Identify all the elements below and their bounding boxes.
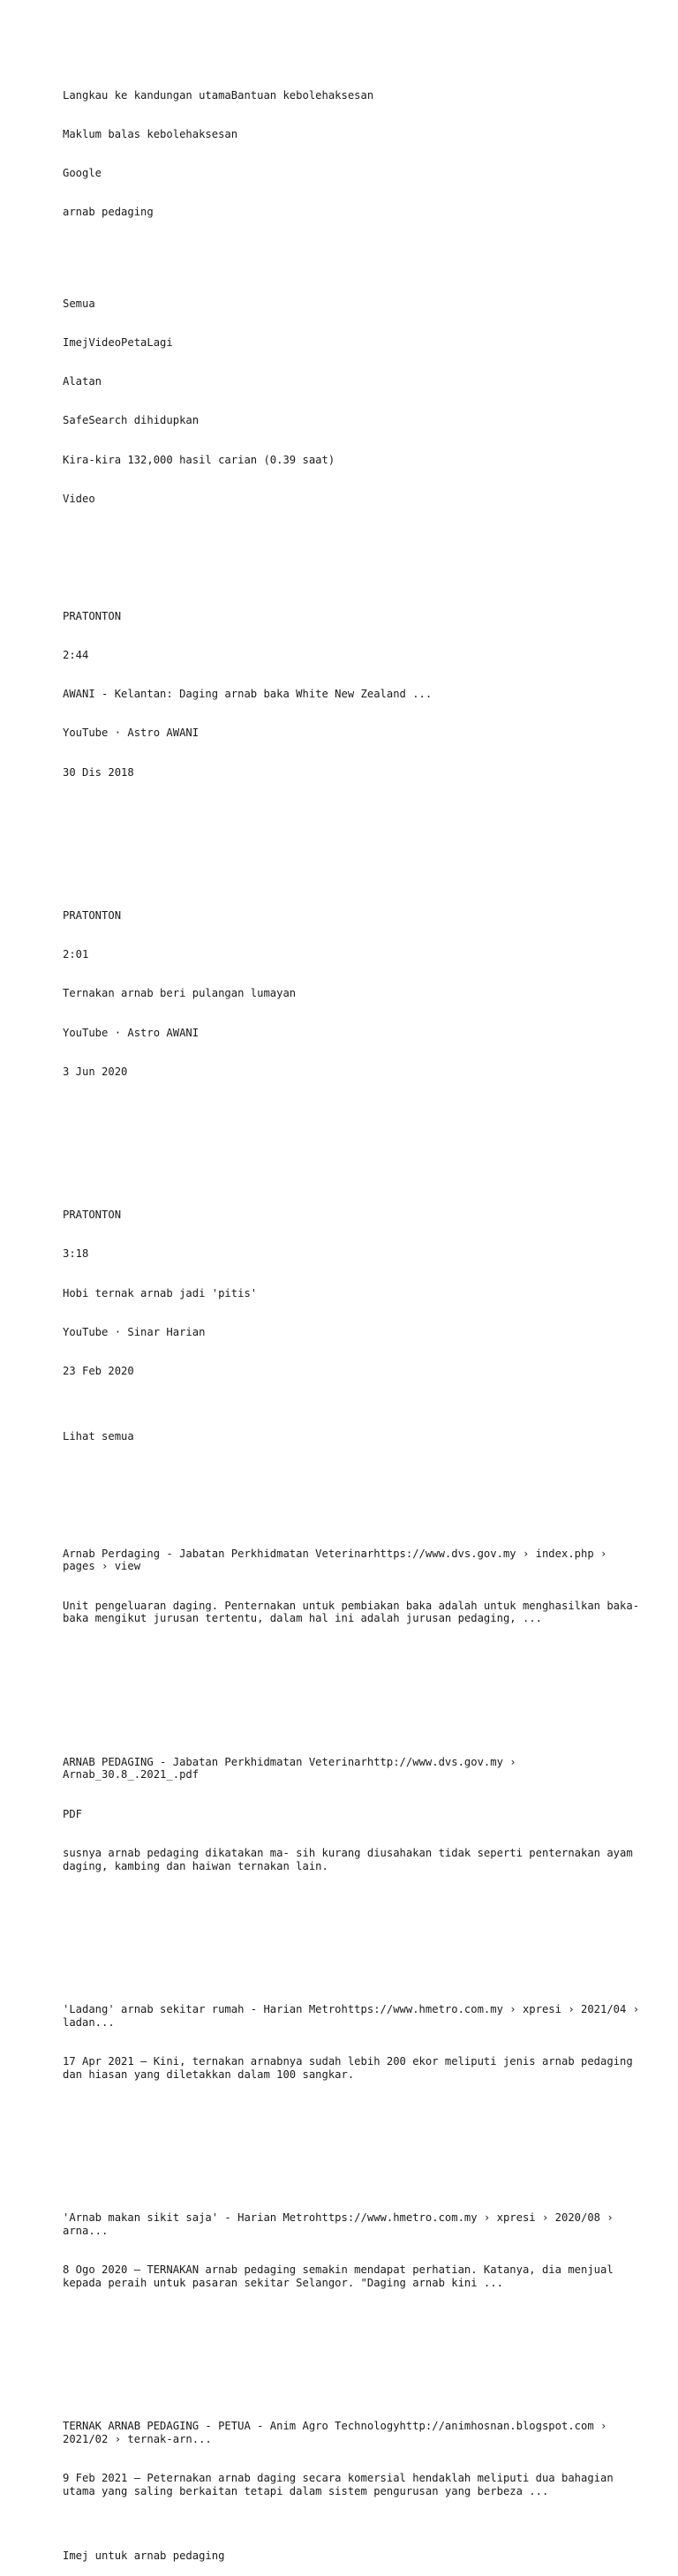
video-date: 23 Feb 2020 [63,1365,134,1377]
result-snippet: 9 Feb 2021 — Peternakan arnab daging secara komersial hendaklah meliputi dua bahagian utama yang saling berkaitan tetapi dalam sistem pengurusan yang berbeza ... [63,2471,621,2497]
video-preview-label: PRATONTON [63,609,122,622]
see-all-videos-link[interactable]: Lihat semua [63,1429,134,1442]
spacer [63,2341,645,2354]
spacer [63,1677,645,1691]
search-result [63,1977,645,2107]
video-source: YouTube · Sinar Harian [63,1325,206,1338]
spacer [63,531,645,545]
video-date: 30 Dis 2018 [63,765,134,779]
result-snippet: Unit pengeluaran daging. Penternakan untuk pembiakan baka adalah untuk menghasilkan baka-baka mengikut jurusan tertentu, dalam hal ini adalah jurusan pedaging, ... [63,1599,640,1625]
result-stats: Kira-kira 132,000 hasil carian (0.39 saat) [63,453,335,466]
search-query[interactable]: arnab pedaging [63,206,154,219]
video-date: 3 Jun 2020 [63,1065,128,1078]
search-results-page [63,63,645,2576]
safesearch-status[interactable]: SafeSearch dihidupkan [63,414,200,427]
tools-button[interactable]: Alatan [63,375,102,388]
tab-row-others[interactable]: ImejVideoPetaLagi [63,335,173,349]
video-title[interactable]: Ternakan arnab beri pulangan lumayan [63,987,297,1000]
video-result[interactable] [63,584,645,805]
video-source: YouTube · Astro AWANI [63,727,200,740]
video-title[interactable]: Hobi ternak arnab jadi 'pitis' [63,1286,258,1299]
result-snippet: susnya arnab pedaging dikatakan ma- sih kurang diusahakan tidak seperti penternakan ayam daging, kambing dan haiwan ternakan lain. [63,1846,640,1872]
result-title-url[interactable]: 'Ladang' arnab sekitar rumah - Harian Metrohttps://www.hmetro.com.my › xpresi › 2021/04 › ladan... [63,2002,646,2029]
result-title-url[interactable]: Arnab Perdaging - Jabatan Perkhidmatan Veterinarhttps://www.dvs.gov.my › index.php › pages › view [63,1547,614,1573]
video-duration: 3:18 [63,1247,89,1261]
video-preview-label: PRATONTON [63,908,122,922]
spacer [63,1469,645,1482]
google-logo[interactable]: Google [63,167,102,179]
video-preview-label: PRATONTON [63,1209,122,1221]
video-section-heading: Video [63,492,95,505]
result-title-url[interactable]: ARNAB PEDAGING - Jabatan Perkhidmatan Veterinarhttp://www.dvs.gov.my › Arnab_30.8_.2021_.pdf [63,1755,523,1781]
result-title-url[interactable]: 'Arnab makan sikit saja' - Harian Metrohttps://www.hmetro.com.my › xpresi › 2020/08 › arna... [63,2211,621,2237]
result-title-url[interactable]: TERNAK ARNAB PEDAGING - PETUA - Anim Agro Technologyhttp://animhosnan.blogspot.com › 2021/02 › ternak-arn... [63,2419,614,2445]
accessibility-feedback-link[interactable]: Maklum balas kebolehaksesan [63,127,238,140]
result-filetype: PDF [63,1807,83,1820]
video-source: YouTube · Astro AWANI [63,1026,200,1039]
search-result [63,1729,645,1899]
search-result [63,1521,645,1652]
result-snippet: 8 Ogo 2020 — TERNAKAN arnab pedaging semakin mendapat perhatian. Katanya, dia menjual kepada peraih untuk pasaran sekitar Selangor. "Daging arnab kini ... [63,2263,621,2289]
search-result [63,2185,645,2316]
spacer [63,1131,645,1144]
video-result[interactable] [63,883,645,1104]
result-snippet: 17 Apr 2021 — Kini, ternakan arnabnya sudah lebih 200 ekor meliputi jenis arnab pedaging dan hiasan yang diletakkan dalam 100 sangkar. [63,2054,640,2081]
tab-all[interactable]: Semua [63,297,95,310]
video-duration: 2:01 [63,948,89,960]
images-section-heading[interactable]: Imej untuk arnab pedaging [63,2550,225,2563]
video-title[interactable]: AWANI - Kelantan: Daging arnab baka White New Zealand ... [63,688,433,700]
spacer [63,2133,645,2146]
skip-links[interactable]: Langkau ke kandungan utamaBantuan kebolehaksesan [63,88,374,102]
spacer [63,831,645,844]
search-result [63,2393,645,2524]
spacer [63,245,645,259]
spacer [63,1924,645,1938]
video-result[interactable] [63,1183,645,1405]
video-duration: 2:44 [63,648,89,661]
